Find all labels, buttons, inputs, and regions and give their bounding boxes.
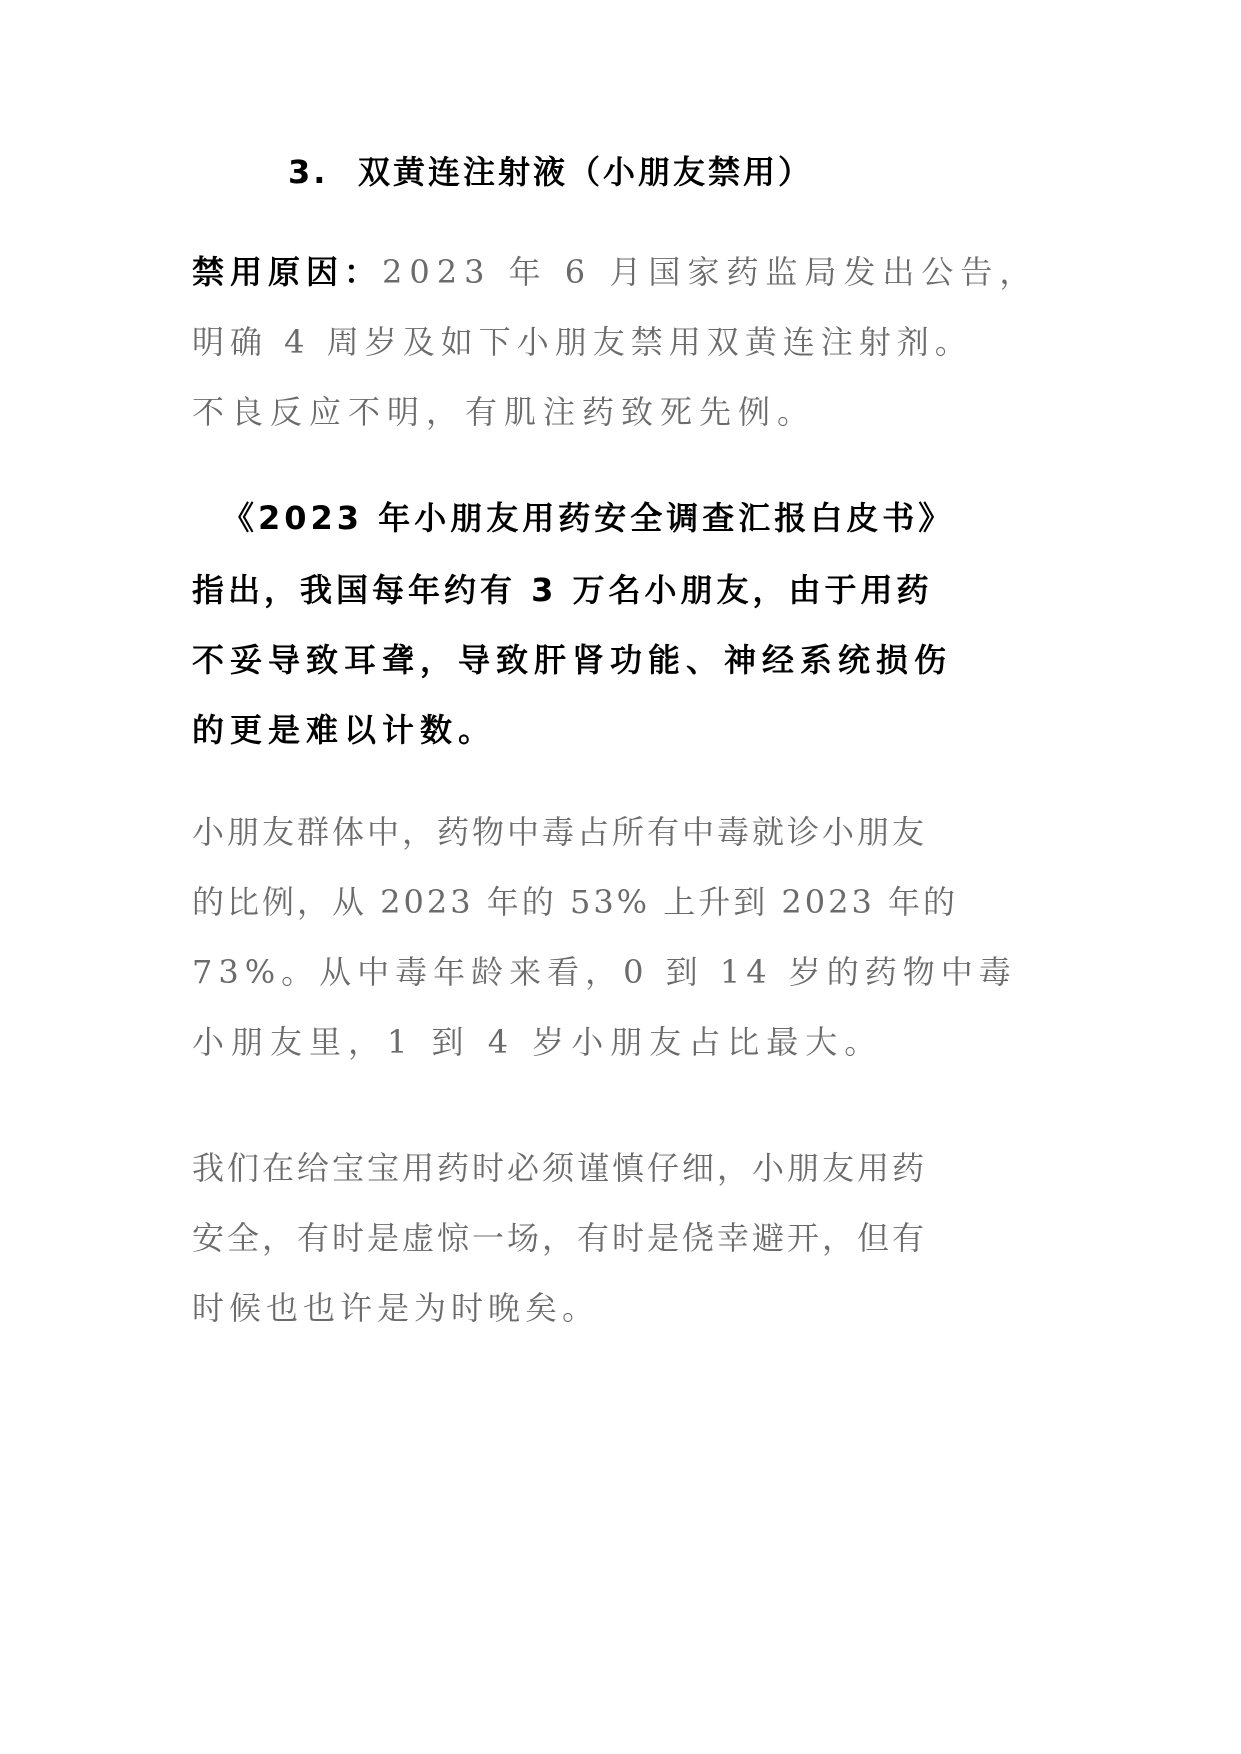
section-heading: [288, 152, 813, 192]
whitepaper-line-4: 的更是难以计数。: [192, 711, 497, 749]
whitepaper-line-1: 《2023 年小朋友用药安全调查汇报白皮书》: [222, 499, 955, 537]
reason-line-1: [192, 252, 1038, 292]
reason-line-2: 明确 4 周岁及如下小朋友禁用双黄连注射剂。: [192, 323, 973, 361]
advice-line-1: 我们在给宝宝用药时必须谨慎仔细，小朋友用药: [192, 1149, 928, 1187]
advice-line-3: 时候也也许是为时晚矣。: [192, 1289, 600, 1327]
section-number: 3.: [288, 153, 329, 191]
statistics-line-3: 73%。从中毒年龄来看，0 到 14 岁的药物中毒: [192, 953, 1017, 991]
reason-label: 禁用原因：: [192, 253, 383, 291]
whitepaper-line-2: 指出，我国每年约有 3 万名小朋友，由于用药: [192, 571, 933, 609]
statistics-line-1: 小朋友群体中，药物中毒占所有中毒就诊小朋友: [192, 813, 928, 851]
statistics-line-2: 的比例，从 2023 年的 53% 上升到 2023 年的: [192, 883, 959, 921]
statistics-line-4: 小朋友里，1 到 4 岁小朋友占比最大。: [192, 1023, 884, 1061]
section-title: 双黄连注射液（小朋友禁用）: [358, 153, 814, 191]
reason-line-3: 不良反应不明，有肌注药致死先例。: [192, 393, 817, 431]
advice-line-2: 安全，有时是虚惊一场，有时是侥幸避开，但有: [192, 1219, 928, 1257]
reason-text-1: 2023 年 6 月国家药监局发出公告，: [382, 253, 1039, 291]
whitepaper-line-3: 不妥导致耳聋，导致肝肾功能、神经系统损伤: [192, 641, 953, 679]
